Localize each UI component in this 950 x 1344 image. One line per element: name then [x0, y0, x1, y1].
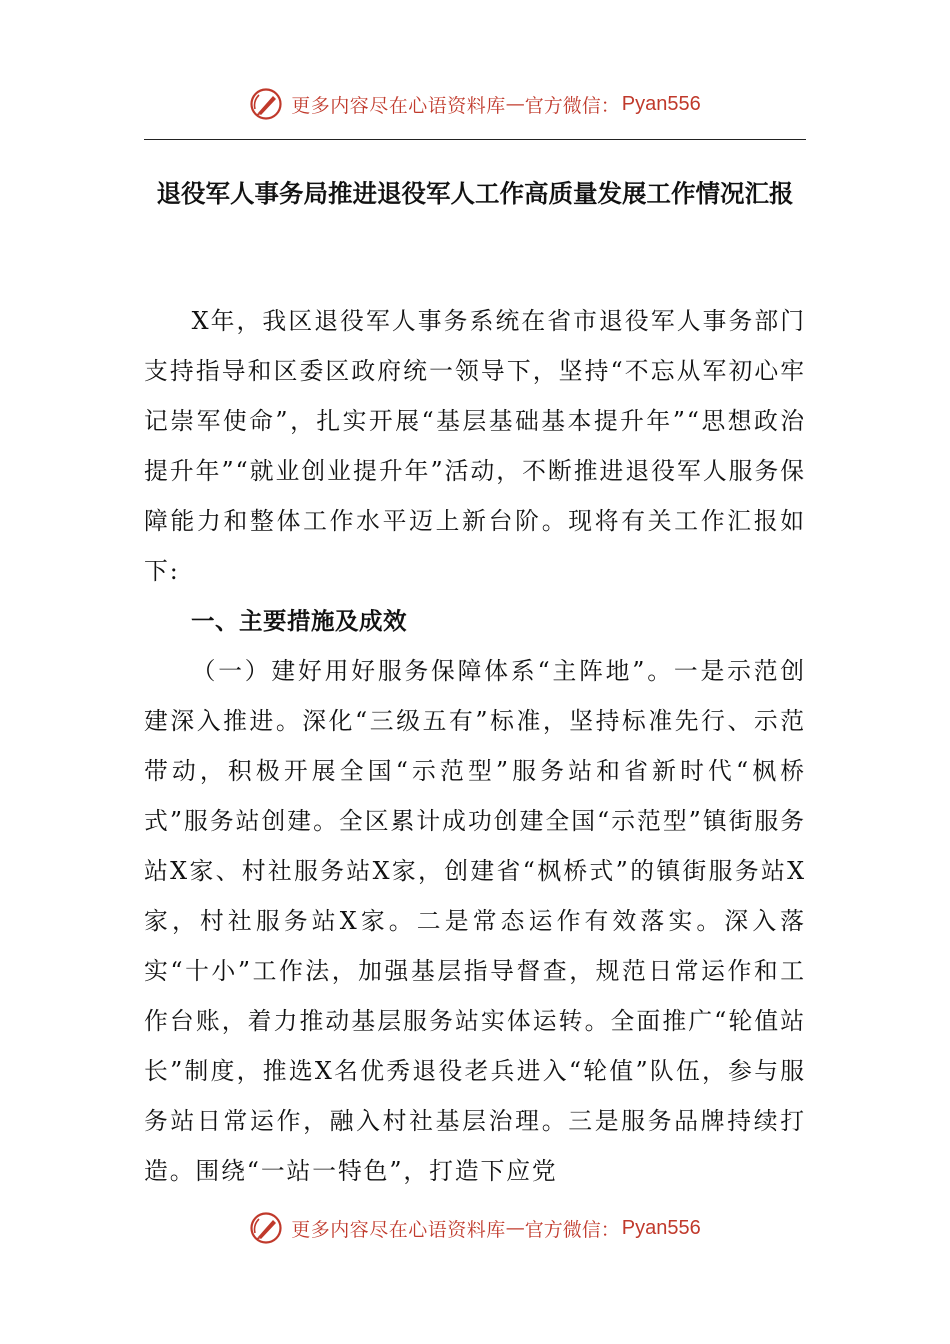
document-body	[144, 296, 806, 1196]
watermark-text: 更多内容尽在心语资料库	[291, 1218, 506, 1241]
intro-paragraph: X年，我区退役军人事务系统在省市退役军人事务部门支持指导和区委区政府统一领导下，坚持“不忘从军初心牢记崇军使命”，扎实开展“基层基础基本提升年”“思想政治提升年”“就业创业提升年”活动，不断推进退役军人服务保障能力和整体工作水平迈上新台阶。现将有关工作汇报如下:	[144, 307, 806, 585]
watermark-text: 更多内容尽在心语资料库	[291, 94, 506, 117]
watermark-id: Pyan556	[621, 1216, 701, 1239]
section-heading: 一、主要措施及成效	[191, 607, 407, 635]
watermark-header	[0, 84, 950, 124]
watermark-dash: —	[505, 93, 525, 115]
watermark-sub: 官方微信：	[524, 94, 620, 117]
watermark-id: Pyan556	[621, 92, 701, 115]
header-divider	[144, 139, 806, 140]
document-title: 退役军人事务局推进退役军人工作高质量发展工作情况汇报	[156, 179, 794, 208]
watermark-dash: —	[505, 1217, 525, 1239]
pen-logo-icon	[249, 1211, 283, 1245]
watermark-footer	[0, 1208, 950, 1248]
pen-logo-icon	[249, 87, 283, 121]
watermark-sub: 官方微信：	[524, 1218, 620, 1241]
section-paragraph: （一）建好用好服务保障体系“主阵地”。一是示范创建深入推进。深化“三级五有”标准，坚持标准先行、示范带动，积极开展全国“示范型”服务站和省新时代“枫桥式”服务站创建。全区累计成功创建全国“示范型”镇街服务站X家、村社服务站X家，创建省“枫桥式”的镇街服务站X家，村社服务站X家。二是常态运作有效落实。深入落实“十小”工作法，加强基层指导督查，规范日常运作和工作台账，着力推动基层服务站实体运转。全面推广“轮值站长”制度，推选X名优秀退役老兵进入“轮值”队伍，参与服务站日常运作，融入村社基层治理。三是服务品牌持续打造。围绕“一站一特色”，打造下应党	[144, 657, 806, 1185]
